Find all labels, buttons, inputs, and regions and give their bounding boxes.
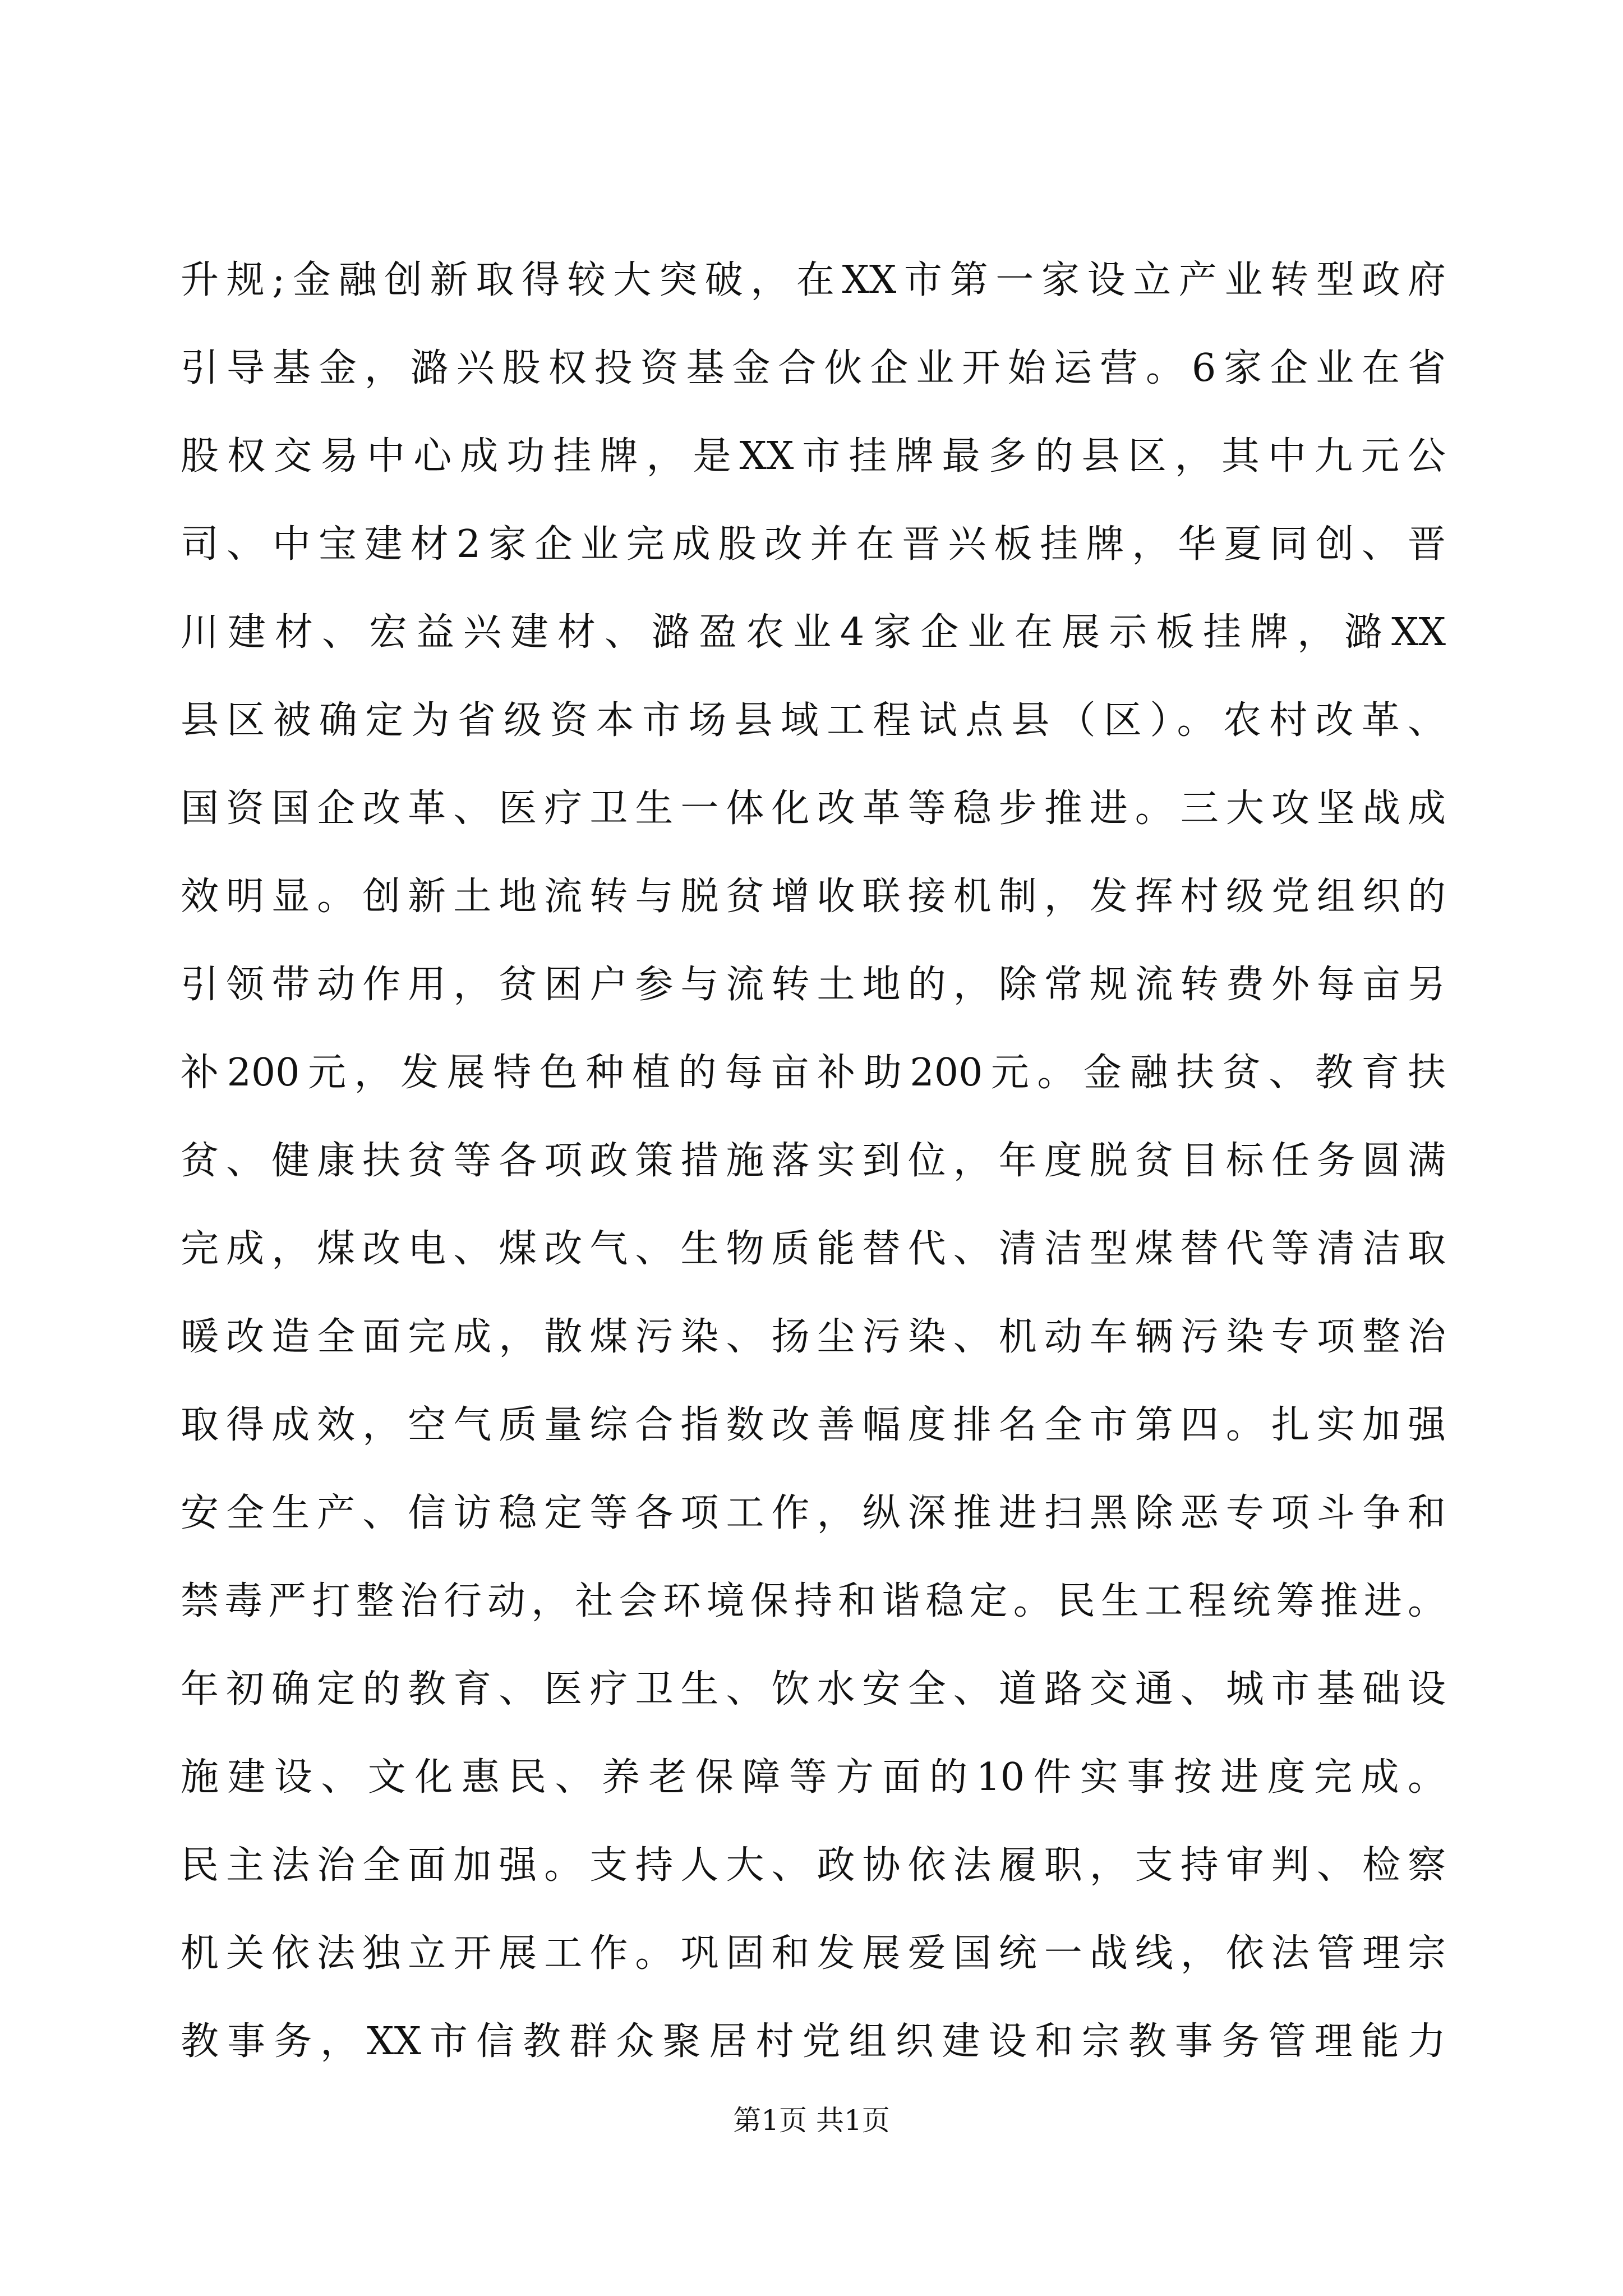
text-line: 引领带动作用，贫困户参与流转土地的，除常规流转费外每亩另 bbox=[181, 963, 1446, 1007]
page-number-footer: 第1页 共1页 bbox=[733, 2104, 890, 2137]
text-line: 民主法治全面加强。支持人大、政协依法履职，支持审判、检察 bbox=[181, 1843, 1446, 1888]
text-line: 国资国企改革、医疗卫生一体化改革等稳步推进。三大攻坚战成 bbox=[181, 786, 1446, 831]
text-line: 取得成效，空气质量综合指数改善幅度排名全市第四。扎实加强 bbox=[181, 1403, 1446, 1447]
text-line: 司、中宝建材2家企业完成股改并在晋兴板挂牌，华夏同创、晋 bbox=[181, 522, 1446, 567]
text-line: 暖改造全面完成，散煤污染、扬尘污染、机动车辆污染专项整治 bbox=[181, 1315, 1446, 1359]
text-line: 贫、健康扶贫等各项政策措施落实到位，年度脱贫目标任务圆满 bbox=[181, 1139, 1446, 1183]
text-line: 川建材、宏益兴建材、潞盈农业4家企业在展示板挂牌，潞XX bbox=[181, 610, 1446, 655]
text-line: 施建设、文化惠民、养老保障等方面的10件实事按进度完成。 bbox=[181, 1755, 1446, 1800]
text-line: 年初确定的教育、医疗卫生、饮水安全、道路交通、城市基础设 bbox=[181, 1667, 1446, 1711]
text-line: 效明显。创新土地流转与脱贫增收联接机制，发挥村级党组织的 bbox=[181, 875, 1446, 919]
text-line: 完成，煤改电、煤改气、生物质能替代、清洁型煤替代等清洁取 bbox=[181, 1227, 1446, 1271]
text-line: 补200元，发展特色种植的每亩补助200元。金融扶贫、教育扶 bbox=[181, 1051, 1446, 1095]
text-line: 教事务，XX市信教群众聚居村党组织建设和宗教事务管理能力 bbox=[181, 2019, 1446, 2064]
text-line: 县区被确定为省级资本市场县域工程试点县（区）。农村改革、 bbox=[181, 698, 1446, 743]
text-line: 引导基金，潞兴股权投资基金合伙企业开始运营。6家企业在省 bbox=[181, 346, 1446, 390]
text-line: 股权交易中心成功挂牌，是XX市挂牌最多的县区，其中九元公 bbox=[181, 434, 1446, 478]
text-line: 禁毒严打整治行动，社会环境保持和谐稳定。民生工程统筹推进。 bbox=[181, 1579, 1446, 1623]
text-line: 安全生产、信访稳定等各项工作，纵深推进扫黑除恶专项斗争和 bbox=[181, 1491, 1446, 1535]
text-line: 升规;金融创新取得较大突破，在XX市第一家设立产业转型政府 bbox=[181, 258, 1446, 302]
text-line: 机关依法独立开展工作。巩固和发展爱国统一战线，依法管理宗 bbox=[181, 1931, 1446, 1976]
